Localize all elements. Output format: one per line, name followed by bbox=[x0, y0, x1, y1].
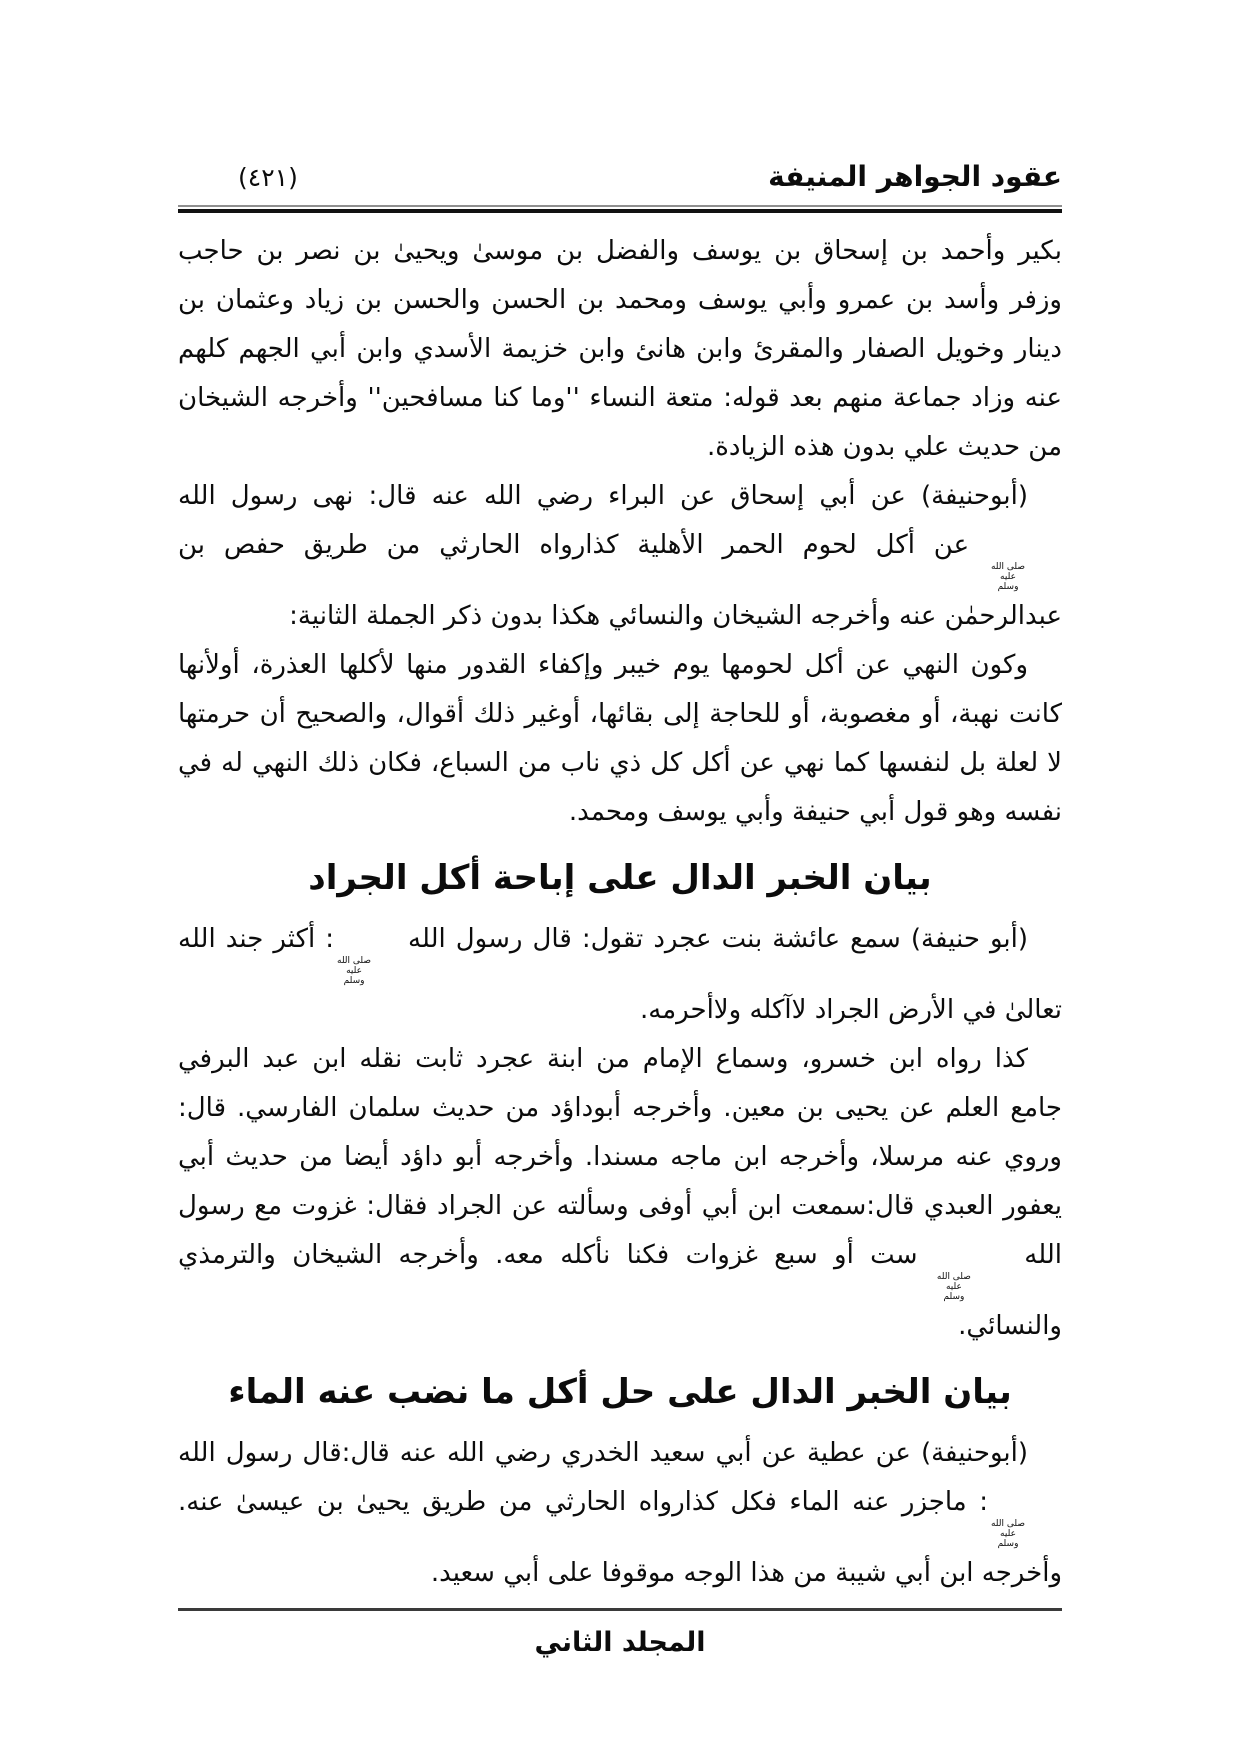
salawat-line: وسلم bbox=[997, 1539, 1019, 1549]
paragraph bbox=[178, 227, 1062, 472]
salawat-mark-icon bbox=[991, 1519, 1059, 1549]
volume-label: المجلد الثاني bbox=[534, 1627, 706, 1658]
body-text bbox=[178, 227, 1062, 1598]
header-rule-thin bbox=[178, 205, 1062, 207]
header-rule-thick bbox=[178, 209, 1062, 213]
paragraph-text: بكير وأحمد بن إسحاق بن يوسف والفضل بن موسىٰ ويحيىٰ بن نصر بن حاجب وزفر وأسد بن عمرو وأبي يوسف ومحمد بن الحسن والحسن بن زياد وعثمان بن دينار وخويل الصفار والمقرئ وابن هانئ وابن خزيمة الأسدي وابن أبي الجهم كلهم عنه وزاد جماعة منهم بعد قوله: متعة النساء ''وما كنا مسافحين'' وأخرجه الشيخان من حديث علي بدون هذه الزيادة. bbox=[178, 236, 1062, 462]
paragraph bbox=[178, 915, 1062, 1035]
salawat-line: وسلم bbox=[997, 582, 1019, 592]
page-header bbox=[178, 160, 1062, 193]
section-heading: بيان الخبر الدال على إباحة أكل الجراد bbox=[308, 858, 932, 898]
paragraph-text: كذا رواه ابن خسرو، وسماع الإمام من ابنة عجرد ثابت نقله ابن عبد البرفي جامع العلم عن يحيى بن معين. وأخرجه أبوداؤد من حديث سلمان الفارسي. قال: وروي عنه مرسلا، وأخرجه ابن ماجه مسندا. وأخرجه أبو داؤد أيضا من حديث أبي يعفور العبدي قال:سمعت ابن أبي أوفى وسألته عن الجراد فقال: غزوت مع رسول الله bbox=[178, 1044, 1062, 1270]
paragraph-text: (أبو حنيفة) سمع عائشة بنت عجرد تقول: قال رسول الله bbox=[408, 924, 1028, 954]
salawat-line: وسلم bbox=[943, 1292, 965, 1302]
salawat-mark-icon bbox=[991, 562, 1059, 592]
page-number: (٤٢١) bbox=[238, 163, 298, 192]
paragraph bbox=[178, 1429, 1062, 1598]
salawat-line: عليه bbox=[346, 966, 362, 976]
salawat-line: عليه bbox=[945, 1282, 962, 1292]
paragraph-text: (أبوحنيفة) عن أبي إسحاق عن البراء رضي الله عنه قال: نهى رسول الله bbox=[178, 481, 1028, 511]
paragraph-text: وكون النهي عن أكل لحومها يوم خيبر وإكفاء القدور منها لأكلها العذرة، أولأنها كانت نهبة، أو مغصوبة، أو للحاجة إلى بقائها، أوغير ذلك أقوال، والصحيح أن حرمتها لا لعلة بل لنفسها كما نهي عن أكل كل ذي ناب من السباع، فكان ذلك النهي له في نفسه وهو قول أبي حنيفة وأبي يوسف ومحمد. bbox=[178, 650, 1062, 827]
paragraph bbox=[178, 472, 1062, 641]
salawat-line: عليه bbox=[1000, 1529, 1016, 1539]
salawat-line: صلى الله bbox=[990, 562, 1025, 572]
salawat-mark-icon bbox=[937, 1272, 1005, 1302]
salawat-line: عليه bbox=[1000, 572, 1016, 582]
paragraph bbox=[178, 1035, 1062, 1351]
paragraph bbox=[178, 641, 1062, 837]
section-heading: بيان الخبر الدال على حل أكل ما نضب عنه الماء bbox=[228, 1372, 1012, 1412]
text-column bbox=[178, 160, 1062, 1665]
paragraph-text: : ماجزر عنه الماء فكل كذارواه الحارثي من طريق يحيىٰ بن عيسىٰ عنه. وأخرجه ابن أبي شيبة من هذا الوجه موقوفا على أبي سعيد. bbox=[178, 1487, 1062, 1588]
paragraph-text: عن أكل لحوم الحمر الأهلية كذارواه الحارثي من طريق حفص بن عبدالرحمٰن عنه وأخرجه الشيخان والنسائي هكذا بدون ذكر الجملة الثانية: bbox=[178, 530, 1062, 631]
salawat-mark-icon bbox=[337, 956, 405, 986]
footer-rule bbox=[178, 1608, 1062, 1611]
book-title: عقود الجواهر المنيفة bbox=[768, 160, 1062, 193]
salawat-line: صلى الله bbox=[990, 1519, 1025, 1529]
salawat-line: صلى الله bbox=[936, 1272, 971, 1282]
salawat-line: صلى الله bbox=[337, 956, 372, 966]
paragraph-text: ست أو سبع غزوات فكنا نأكله معه. وأخرجه الشيخان والترمذي والنسائي. bbox=[178, 1240, 1062, 1341]
paragraph-text: : أكثر جند الله تعالىٰ في الأرض الجراد لاآكله ولاأحرمه. bbox=[178, 924, 1062, 1025]
salawat-line: وسلم bbox=[343, 976, 365, 986]
paragraph-text: (أبوحنيفة) عن عطية عن أبي سعيد الخدري رضي الله عنه قال:قال رسول الله bbox=[178, 1438, 1028, 1468]
